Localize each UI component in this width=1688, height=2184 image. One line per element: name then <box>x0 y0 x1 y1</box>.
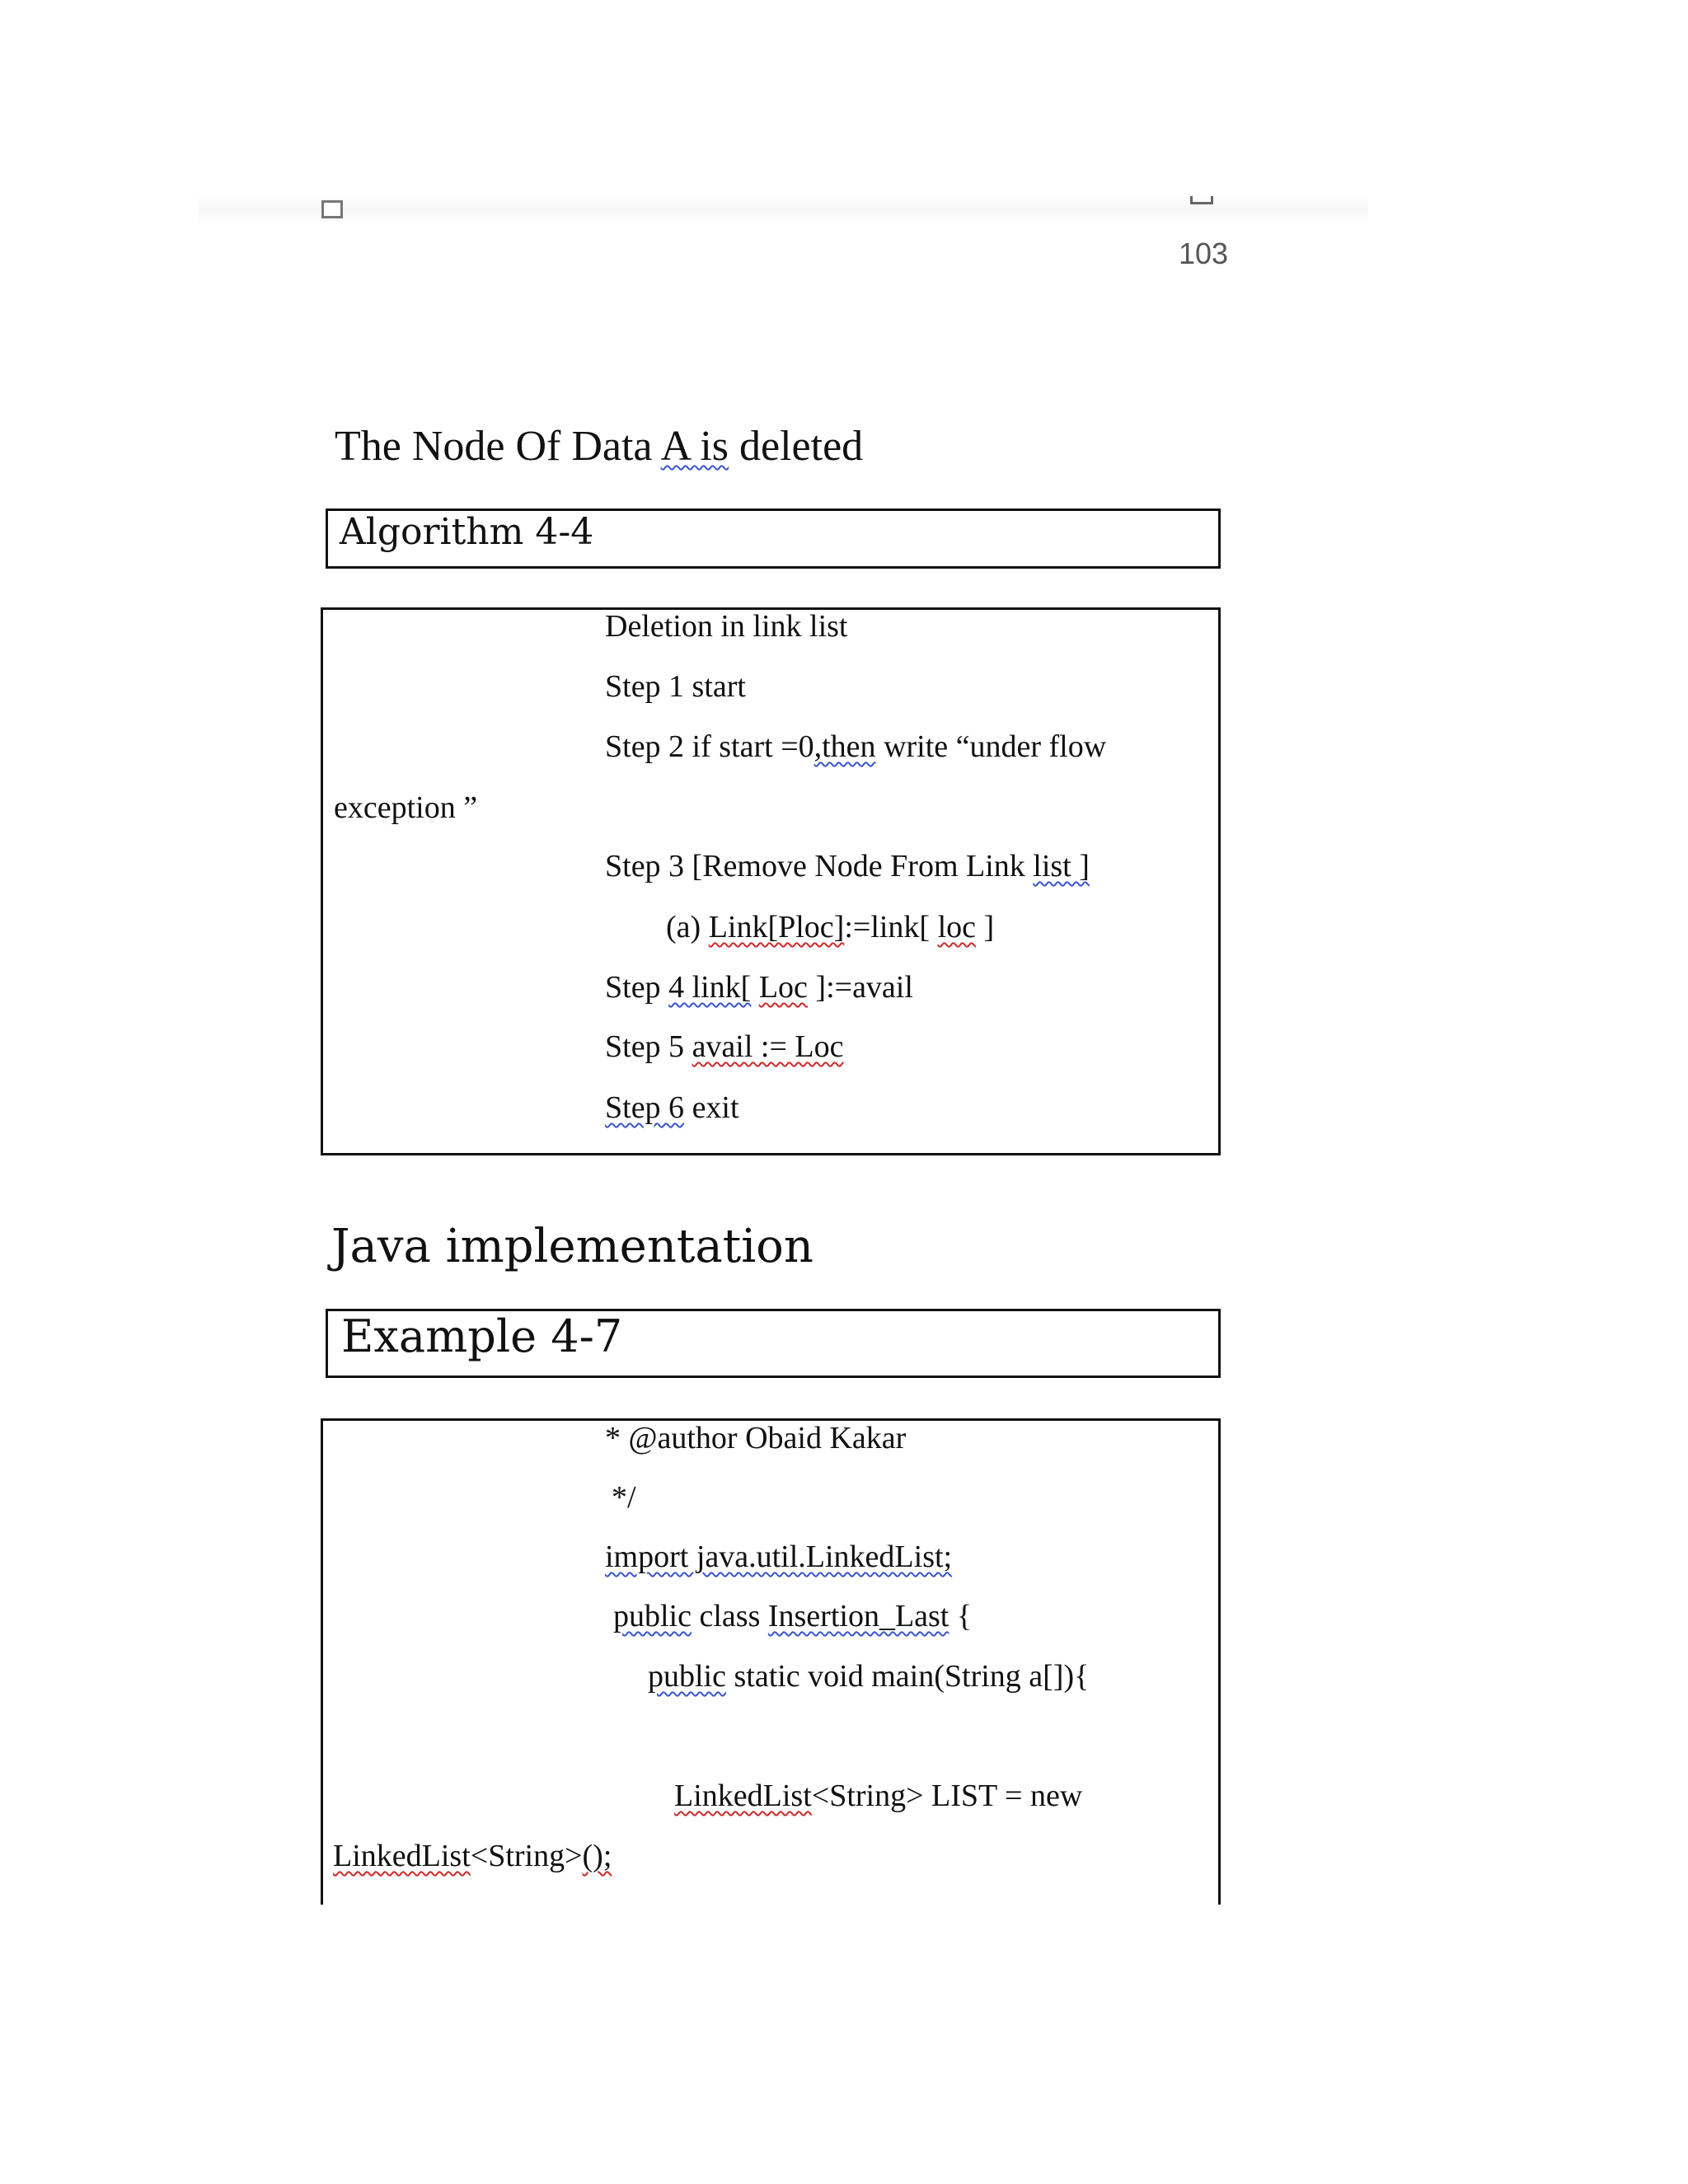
text-run: static void main(String a[]){ <box>725 1659 1090 1694</box>
text-run: public <box>648 1659 726 1694</box>
text-run: avail := Loc <box>692 1029 844 1064</box>
algorithm-line <box>605 848 1090 884</box>
text-run: Step 3 [Remove Node From Link <box>605 849 1034 883</box>
text-run: write “under flow <box>875 729 1107 764</box>
text-run: LinkedList <box>674 1779 812 1813</box>
text-run: Link[Ploc] <box>708 910 845 944</box>
title-part: deleted <box>729 423 864 470</box>
text-run: Insertion_Last <box>767 1599 950 1633</box>
algorithm-line <box>666 909 994 945</box>
text-run: Step <box>605 970 669 1005</box>
text-run: { <box>949 1599 973 1633</box>
algorithm-line <box>605 1029 843 1065</box>
text-run: ] <box>976 910 995 944</box>
code-line <box>333 1838 612 1874</box>
code-line <box>605 1539 952 1575</box>
text-run: Step 6 <box>605 1090 685 1125</box>
code-line: * @author Obaid Kakar <box>605 1421 907 1455</box>
text-run: :=link[ <box>844 910 938 944</box>
title-part: A is <box>660 423 729 470</box>
algorithm-line <box>605 1090 739 1126</box>
crop-mark-left-icon <box>321 200 343 218</box>
text-run: 4 link[ <box>668 970 752 1005</box>
section-title-node-deleted <box>335 422 863 471</box>
algorithm-line: Deletion in link list <box>605 609 848 644</box>
code-line <box>613 1598 972 1634</box>
text-run: Loc <box>758 970 808 1005</box>
algorithm-line: exception ” <box>334 790 478 825</box>
text-run: ]:=avail <box>807 970 913 1005</box>
algorithm-label: Algorithm 4-4 <box>340 511 594 553</box>
code-line <box>674 1778 1082 1814</box>
text-run: (a) <box>666 910 709 944</box>
text-run: import java.util.LinkedList; <box>605 1540 953 1574</box>
text-run: ,then <box>814 729 876 764</box>
section-title-java-implementation: Java implementation <box>331 1220 814 1273</box>
text-run: LinkedList <box>333 1839 471 1873</box>
text-run: Step 2 if start =0 <box>605 729 814 764</box>
text-run: class <box>691 1599 768 1633</box>
title-part: The Node Of Data <box>335 423 661 470</box>
text-run: <String> <box>470 1839 583 1873</box>
code-line <box>648 1658 1089 1694</box>
algorithm-line: Step 1 start <box>605 669 746 704</box>
algorithm-line <box>605 729 1106 765</box>
text-run: <String> LIST = new <box>811 1779 1083 1813</box>
page-number: 103 <box>1179 237 1229 270</box>
text-run: list ] <box>1033 849 1090 883</box>
text-run: loc <box>937 910 977 944</box>
code-line: */ <box>612 1480 636 1515</box>
text-run: Step 5 <box>605 1029 692 1064</box>
text-run: (); <box>582 1839 612 1873</box>
text-run: public <box>613 1599 692 1633</box>
text-run: exit <box>684 1090 739 1125</box>
algorithm-line <box>605 969 913 1005</box>
text-run <box>751 970 759 1005</box>
example-label: Example 4-7 <box>341 1310 623 1362</box>
crop-mark-right-icon <box>1190 196 1213 204</box>
